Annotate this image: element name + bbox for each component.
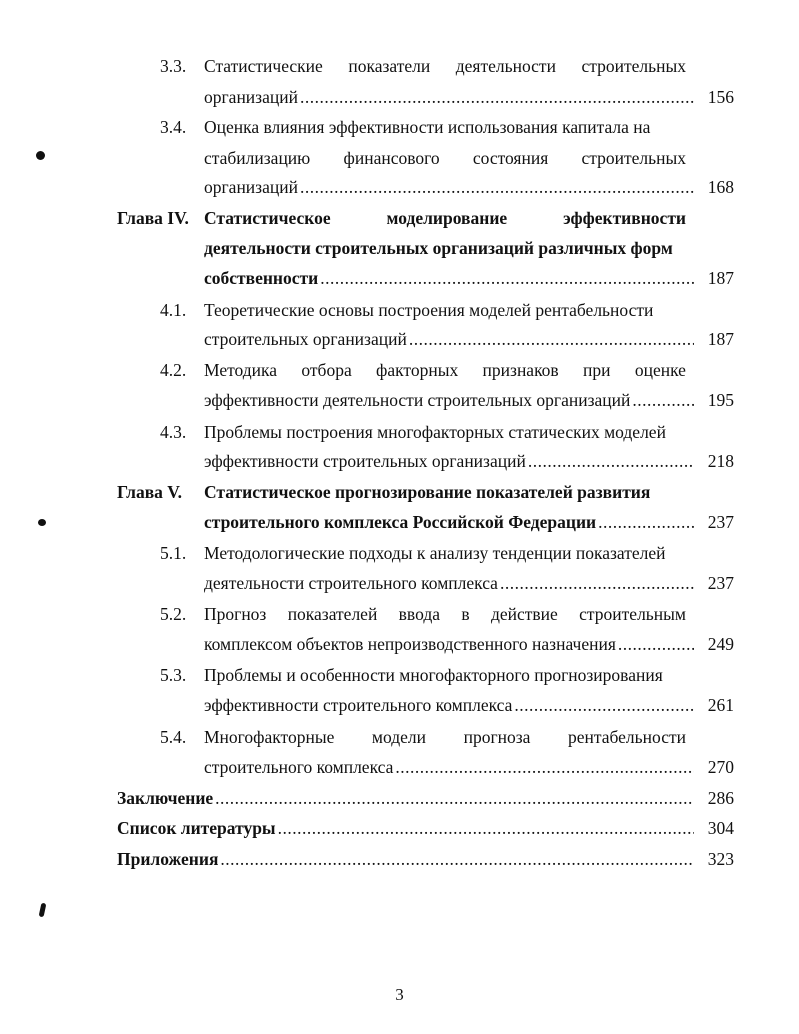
- chapter-title-text: строительного комплекса Российской Федерации: [204, 512, 597, 532]
- word: модели: [371, 727, 427, 747]
- section-number: 3.4.: [160, 117, 187, 137]
- section-title-leader: [204, 632, 696, 656]
- section-title-line: [204, 725, 686, 749]
- chapter-title-leader: [204, 510, 696, 534]
- conclusion-leader: [117, 786, 696, 810]
- section-title-text: эффективности строительного комплекса: [204, 695, 513, 715]
- dot-leader: [409, 327, 694, 351]
- section-title-text: эффективности строительных организаций: [204, 451, 526, 471]
- chapter-title-leader: [204, 266, 696, 290]
- section-title-line: [204, 602, 686, 626]
- section-number: 4.3.: [160, 422, 187, 442]
- scan-mark: [36, 151, 45, 160]
- page-ref: 261: [707, 695, 734, 715]
- page-ref: 237: [707, 512, 734, 532]
- references-leader: [117, 816, 696, 840]
- page-ref: 249: [707, 634, 734, 654]
- chapter-title-line: Статистическое прогнозирование показателей развития: [204, 482, 651, 502]
- word: состояния: [472, 148, 549, 168]
- section-title-leader: [204, 571, 696, 595]
- scan-mark: [38, 519, 46, 526]
- section-title-line: Проблемы построения многофакторных статических моделей: [204, 422, 666, 442]
- word: при: [583, 360, 611, 380]
- section-number: 5.2.: [160, 604, 187, 624]
- section-number: 5.4.: [160, 727, 187, 747]
- chapter-label: Глава V.: [117, 482, 183, 502]
- page-ref: 187: [707, 268, 734, 288]
- page-ref: 168: [707, 177, 734, 197]
- chapter-title-line: [204, 206, 686, 230]
- word: показателей: [287, 604, 378, 624]
- word: Статистические: [204, 56, 323, 76]
- word: ввода: [398, 604, 440, 624]
- dot-leader: [618, 632, 694, 656]
- section-title-line: Проблемы и особенности многофакторного прогнозирования: [204, 665, 663, 685]
- section-title-text: строительных организаций: [204, 329, 407, 349]
- word: эффективности: [563, 208, 686, 228]
- page-ref: 187: [707, 329, 734, 349]
- word: Многофакторные: [204, 727, 335, 747]
- section-title-line: Оценка влияния эффективности использования капитала на: [204, 117, 651, 137]
- section-title-line: Методологические подходы к анализу тенденции показателей: [204, 543, 666, 563]
- page-ref: 304: [707, 818, 734, 838]
- word: Статистическое: [204, 208, 331, 228]
- word: факторных: [376, 360, 459, 380]
- page-number: 3: [395, 985, 404, 1004]
- section-title-leader: [204, 85, 696, 109]
- references-title: Список литературы: [117, 818, 276, 838]
- section-title-text: комплексом объектов непроизводственного назначения: [204, 634, 616, 654]
- section-title-leader: [204, 327, 696, 351]
- section-number: 3.3.: [160, 56, 187, 76]
- page-ref: 323: [707, 849, 734, 869]
- word: Прогноз: [204, 604, 267, 624]
- word: финансового: [343, 148, 440, 168]
- word: отбора: [301, 360, 352, 380]
- word: рентабельности: [567, 727, 686, 747]
- section-title-line: Теоретические основы построения моделей рентабельности: [204, 300, 654, 320]
- word: прогноза: [463, 727, 531, 747]
- chapter-title-line: деятельности строительных организаций различных форм: [204, 238, 673, 258]
- page-ref: 270: [707, 757, 734, 777]
- dot-leader: [220, 847, 694, 871]
- section-title-line: [204, 358, 686, 382]
- word: строительных: [581, 148, 686, 168]
- appendix-leader: [117, 847, 696, 871]
- dot-leader: [632, 388, 694, 412]
- page-ref: 237: [707, 573, 734, 593]
- section-title-line: [204, 54, 686, 78]
- section-title-leader: [204, 175, 696, 199]
- section-title-text: деятельности строительного комплекса: [204, 573, 498, 593]
- appendix-title: Приложения: [117, 849, 219, 869]
- word: моделирование: [386, 208, 508, 228]
- word: оценке: [634, 360, 686, 380]
- section-title-text: эффективности деятельности строительных организаций: [204, 390, 631, 410]
- section-title-leader: [204, 755, 696, 779]
- page-ref: 195: [707, 390, 734, 410]
- dot-leader: [395, 755, 694, 779]
- section-title-leader: [204, 693, 696, 717]
- section-title-text: организаций: [204, 87, 298, 107]
- dot-leader: [278, 816, 694, 840]
- word: в: [461, 604, 470, 624]
- dot-leader: [500, 571, 694, 595]
- conclusion-title: Заключение: [117, 788, 214, 808]
- section-number: 4.2.: [160, 360, 187, 380]
- page-ref: 218: [707, 451, 734, 471]
- section-title-text: организаций: [204, 177, 298, 197]
- dot-leader: [300, 85, 694, 109]
- section-title-leader: [204, 449, 696, 473]
- dot-leader: [514, 693, 694, 717]
- section-number: 5.3.: [160, 665, 187, 685]
- section-number: 4.1.: [160, 300, 187, 320]
- page-ref: 156: [707, 87, 734, 107]
- section-number: 5.1.: [160, 543, 187, 563]
- word: показатели: [348, 56, 431, 76]
- section-title-line: [204, 146, 686, 170]
- word: строительным: [579, 604, 686, 624]
- dot-leader: [598, 510, 694, 534]
- dot-leader: [215, 786, 694, 810]
- chapter-title-text: собственности: [204, 268, 319, 288]
- scan-mark: [39, 903, 47, 918]
- dot-leader: [320, 266, 694, 290]
- word: действие: [490, 604, 558, 624]
- dot-leader: [528, 449, 694, 473]
- section-title-leader: [204, 388, 696, 412]
- dot-leader: [300, 175, 694, 199]
- word: деятельности: [455, 56, 556, 76]
- word: Методика: [204, 360, 278, 380]
- page-ref: 286: [707, 788, 734, 808]
- word: стабилизацию: [204, 148, 311, 168]
- chapter-label: Глава IV.: [117, 208, 189, 228]
- word: признаков: [482, 360, 559, 380]
- word: строительных: [581, 56, 686, 76]
- section-title-text: строительного комплекса: [204, 757, 394, 777]
